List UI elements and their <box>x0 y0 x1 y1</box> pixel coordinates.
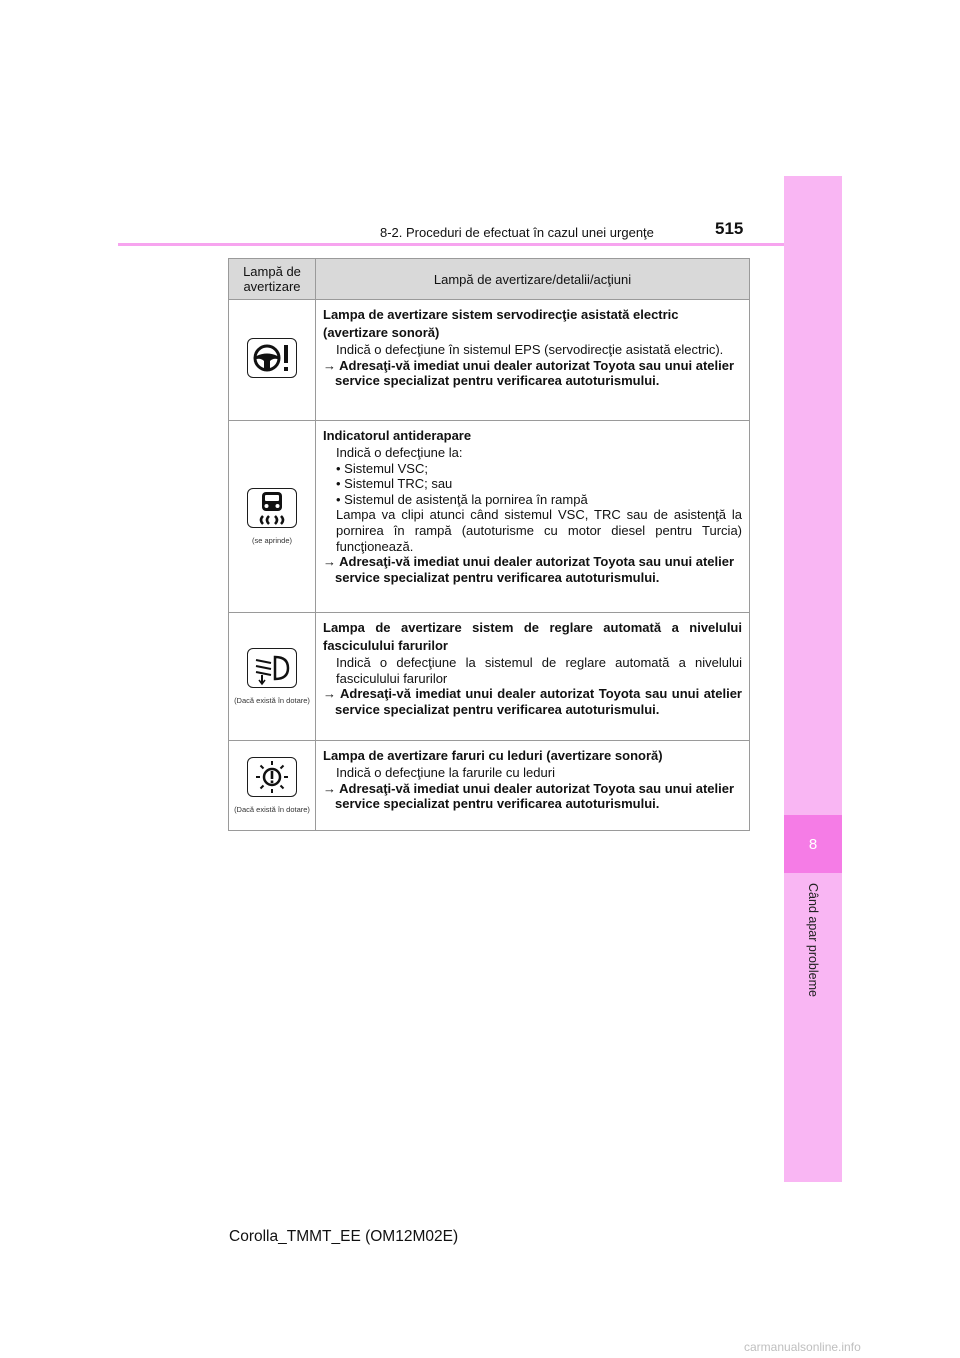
list-item: • Sistemul de asistenţă la pornirea în rampă <box>336 491 588 507</box>
row-text: Indică o defecţiune la sistemul de reglare automată a nivelului fasciculului farurilor <box>336 655 742 686</box>
led-headlight-warning-icon <box>247 757 297 797</box>
chapter-number: 8 <box>784 815 842 873</box>
row-text: Indică o defecţiune la farurile cu leduri <box>336 765 555 780</box>
icon-caption: (Dacă există în dotare) <box>234 805 310 814</box>
icon-cell <box>229 421 316 613</box>
icon-cell <box>229 741 316 831</box>
table-row <box>229 421 750 613</box>
watermark: carmanualsonline.info <box>744 1340 861 1354</box>
row-title: Lampa de avertizare sistem servodirecţie asistată electric (avertizare sonoră) <box>323 307 679 340</box>
section-title: 8-2. Proceduri de efectuat în cazul unei urgenţe <box>380 225 654 240</box>
row-text: Indică o defecţiune în sistemul EPS (servodirecţie asistată electric). <box>336 342 724 357</box>
row-description <box>316 741 750 831</box>
list-item: • Sistemul VSC; <box>336 460 428 476</box>
eps-warning-icon <box>247 338 297 378</box>
table-row <box>229 300 750 421</box>
icon-caption: (Dacă există în dotare) <box>234 696 310 705</box>
chapter-title: Când apar probleme <box>806 883 820 997</box>
warning-lamp-table <box>228 258 750 831</box>
header-rule <box>118 243 784 246</box>
row-action: → Adresaţi-vă imediat unui dealer autorizat Toyota sau unui atelier service specializat pentru verificarea autoturismului. <box>323 686 742 717</box>
icon-cell <box>229 300 316 421</box>
row-title: Lampa de avertizare faruri cu leduri (avertizare sonoră) <box>323 748 663 763</box>
row-action: → Adresaţi-vă imediat unui dealer autorizat Toyota sau unui atelier service specializat pentru verificarea autoturismului. <box>323 357 735 389</box>
footer-model: Corolla_TMMT_EE (OM12M02E) <box>229 1228 459 1245</box>
icon-caption: (se aprinde) <box>251 536 293 545</box>
row-text: Indică o defecţiune la: <box>336 445 463 460</box>
row-description <box>316 421 750 613</box>
icon-cell <box>229 613 316 741</box>
headlight-leveling-icon <box>247 648 297 688</box>
page-number: 515 <box>715 219 744 238</box>
table-header-row <box>229 259 750 300</box>
row-title: Lampa de avertizare sistem de reglare automată a nivelului fasciculului farurilor <box>323 620 742 653</box>
row-action: → Adresaţi-vă imediat unui dealer autorizat Toyota sau unui atelier service specializat pentru verificarea autoturismului. <box>323 554 735 585</box>
row-description <box>316 300 750 421</box>
header-lamp: Lampă de avertizare <box>229 259 316 300</box>
table-row <box>229 741 750 831</box>
row-title: Indicatorul antiderapare <box>323 428 472 443</box>
slip-indicator-icon <box>247 488 297 528</box>
chapter-side-tab <box>784 176 842 1182</box>
table-row <box>229 613 750 741</box>
row-note: Lampa va clipi atunci când sistemul VSC, TRC sau de asistenţă la pornirea în rampă (autoturisme cu motor diesel pentru Turcia) funcţionează. <box>336 507 742 554</box>
list-item: • Sistemul TRC; sau <box>336 476 453 492</box>
row-action: → Adresaţi-vă imediat unui dealer autorizat Toyota sau unui atelier service specializat pentru verificarea autoturismului. <box>323 780 735 812</box>
row-description <box>316 613 750 741</box>
header-details: Lampă de avertizare/detalii/acţiuni <box>316 259 750 300</box>
